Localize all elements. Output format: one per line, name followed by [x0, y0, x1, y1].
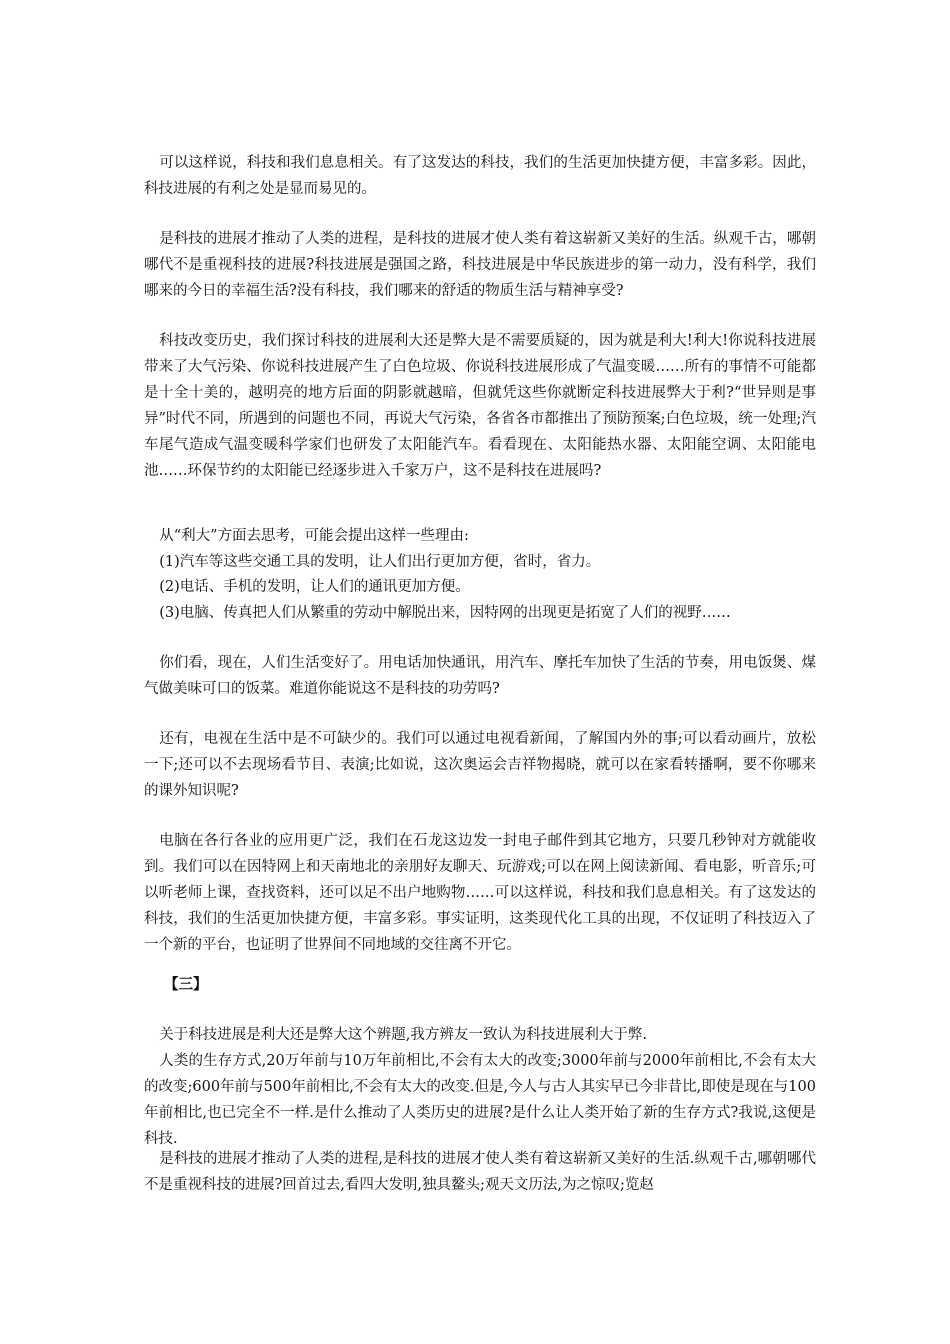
- section-heading: 【三】: [164, 976, 208, 993]
- paragraph-7: 电脑在各行各业的应用更广泛，我们在石龙这边发一封电子邮件到其它地方，只要几秒钟对方就能收到。我们可以在因特网上和天南地北的亲朋好友聊天、玩游戏;可以在网上阅读新闻、看电影，听音乐;可以听老师上课，查找资料，还可以足不出户地购物……可以这样说，科技和我们息息相关。有了这发达的科技，我们的生活更加快捷方便，丰富多彩。事实证明，这类现代化工具的出现，不仅证明了科技迈入了一个新的平台，也证明了世界间不同地域的交往离不开它。: [144, 833, 816, 953]
- list-item-1: (1)汽车等这些交通工具的发明，让人们出行更加方便，省时，省力。: [159, 554, 601, 570]
- paragraph-2: 是科技的进展才推动了人类的进程，是科技的进展才使人类有着这崭新又美好的生活。纵观千古，哪朝哪代不是重视科技的进展?科技进展是强国之路，科技进展是中华民族进步的第一动力，没有科学，我们哪来的今日的幸福生活?没有科技，我们哪来的舒适的物质生活与精神享受?: [144, 231, 816, 299]
- paragraph-1: 可以这样说，科技和我们息息相关。有了这发达的科技，我们的生活更加快捷方便，丰富多彩。因此，科技进展的有利之处是显而易见的。: [144, 155, 816, 197]
- section3-paragraph-1: 关于科技进展是利大还是弊大这个辨题,我方辨友一致认为科技进展利大于弊.: [159, 1027, 647, 1043]
- paragraph-6: 还有，电视在生活中是不可缺少的。我们可以通过电视看新闻，了解国内外的事;可以看动画片，放松一下;还可以不去现场看节目、表演;比如说，这次奥运会吉祥物揭晓，就可以在家看转播啊，要不你哪来的课外知识呢?: [144, 731, 816, 799]
- document-page: [144, 0, 816, 1344]
- paragraph-5: 你们看，现在，人们生活变好了。用电话加快通讯，用汽车、摩托车加快了生活的节奏，用电饭煲、煤气做美味可口的饭菜。难道你能说这不是科技的功劳吗?: [144, 655, 816, 697]
- section3-paragraph-2: 人类的生存方式,20万年前与10万年前相比,不会有太大的改变;3000年前与2000年前相比,不会有太大的改变;600年前与500年前相比,不会有太大的改变.但是,今人与古人其实早已今非昔比,即使是现在与100年前相比,也已完全不一样.是什么推动了人类历史的进展?是什么让人类开始了新的生存方式?我说,这便是科技.: [144, 1053, 816, 1147]
- paragraph-4: 从“利大”方面去思考，可能会提出这样一些理由:: [159, 528, 469, 544]
- section3-paragraph-3: 是科技的进展才推动了人类的进程,是科技的进展才使人类有着这崭新又美好的生活.纵观千古,哪朝哪代不是重视科技的进展?回首过去,看四大发明,独具鳌头;观天文历法,为之惊叹;览赵: [144, 1151, 816, 1193]
- paragraph-3: 科技改变历史，我们探讨科技的进展利大还是弊大是不需要质疑的，因为就是利大!利大!你说科技进展带来了大气污染、你说科技进展产生了白色垃圾、你说科技进展形成了气温变暖……所有的事情不可能都是十全十美的，越明亮的地方后面的阴影就越暗，但就凭这些你就断定科技进展弊大于利?“世异则是事异”时代不同，所遇到的问题也不同，再说大气污染，各省各市都推出了预防预案;白色垃圾，统一处理;汽车尾气造成气温变暖科学家们也研发了太阳能汽车。看看现在、太阳能热水器、太阳能空调、太阳能电池……环保节约的太阳能已经逐步进入千家万户，这不是科技在进展吗?: [144, 333, 816, 479]
- list-item-2: (2)电话、手机的发明，让人们的通讯更加方便。: [159, 579, 470, 595]
- list-item-3: (3)电脑、传真把人们从繁重的劳动中解脱出来，因特网的出现更是拓宽了人们的视野……: [159, 605, 731, 621]
